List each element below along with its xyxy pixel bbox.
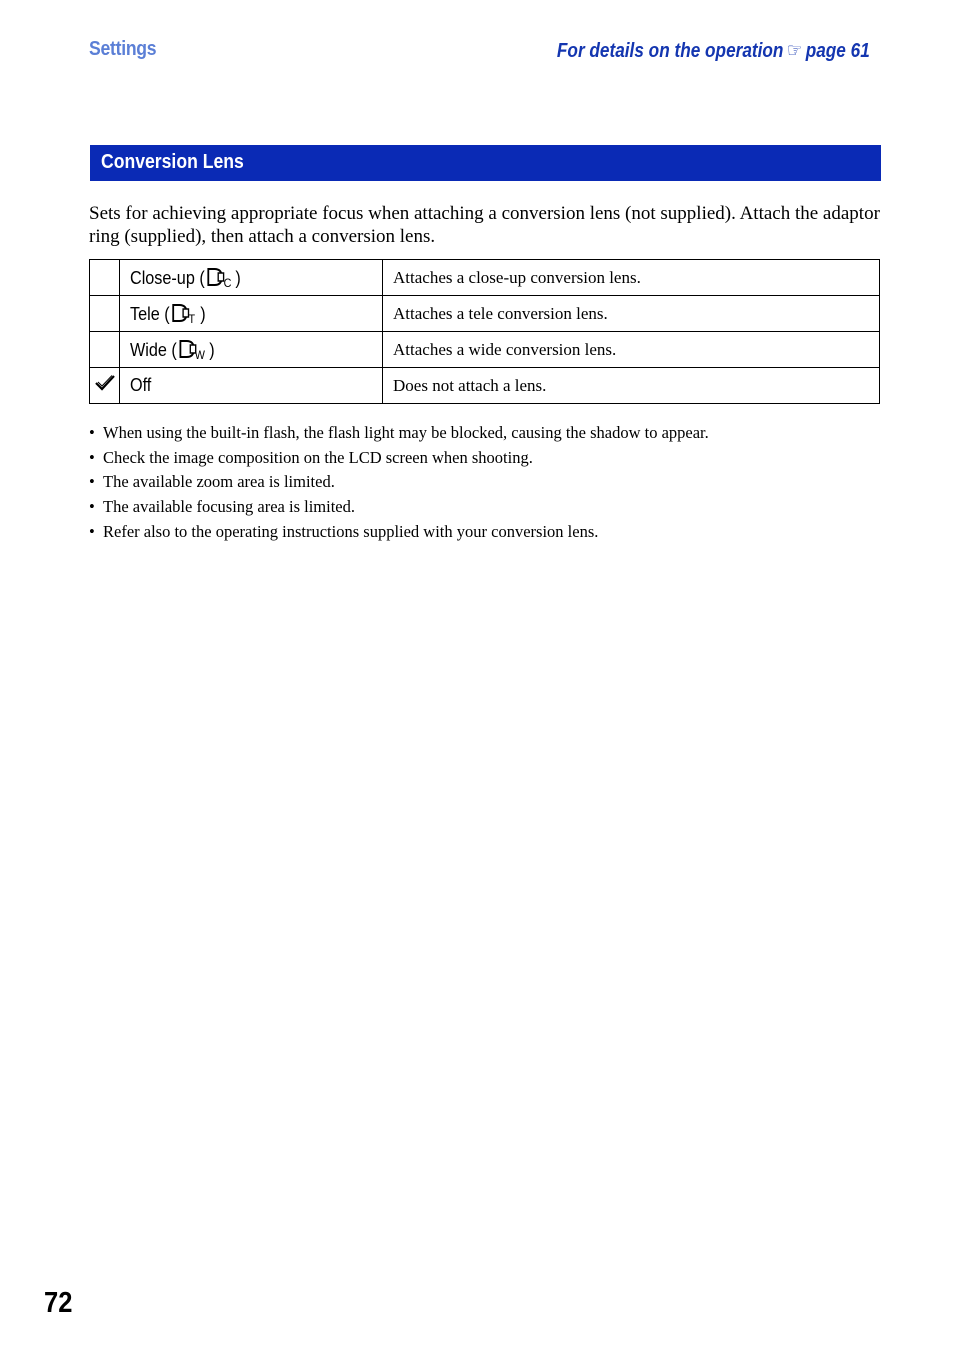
note-item: • Refer also to the operating instructions supplied with your conversion lens.: [89, 521, 599, 541]
pointer-hand-icon: ☞: [787, 40, 803, 62]
note-item: • Check the image composition on the LCD screen when shooting.: [89, 447, 533, 467]
selection-mark-cell: [90, 332, 120, 368]
option-description: Attaches a wide conversion lens.: [383, 332, 880, 368]
option-name-cell: [120, 368, 383, 404]
option-label: Wide: [130, 340, 167, 360]
notes-list: [89, 421, 709, 545]
lens-wide-icon: [179, 338, 208, 360]
svg-text:T: T: [188, 313, 196, 324]
option-label: Tele: [130, 304, 160, 324]
svg-text:W: W: [194, 349, 206, 360]
option-label: Off: [130, 375, 152, 395]
note-item: • The available zoom area is limited.: [89, 472, 335, 492]
intro-paragraph: Sets for achieving appropriate focus when attaching a conversion lens (not supplied). Attach the adaptor ring (supplied), then attach a conversion lens.: [89, 203, 880, 247]
lens-tele-icon: [171, 302, 198, 324]
selection-mark-cell: [90, 296, 120, 332]
selection-mark-cell: [90, 260, 120, 296]
option-label: Close-up: [130, 268, 195, 288]
option-row-tele: [90, 296, 880, 332]
header-details-link[interactable]: [557, 38, 870, 63]
details-page: page 61: [805, 40, 870, 62]
default-checkmark-icon: [94, 374, 116, 392]
details-prefix: For details on the operation: [557, 40, 784, 62]
note-item: • When using the built-in flash, the flash light may be blocked, causing the shadow to appear.: [89, 423, 709, 442]
option-row-wide: [90, 332, 880, 368]
lens-closeup-icon: [207, 266, 234, 288]
option-description: Attaches a close-up conversion lens.: [383, 260, 880, 296]
section-title: Conversion Lens: [101, 151, 244, 173]
option-row-closeup: [90, 260, 880, 296]
selection-mark-cell: [90, 368, 120, 404]
option-row-off: [90, 368, 880, 404]
svg-text:C: C: [223, 277, 232, 288]
option-name-cell: Wide ( W ): [120, 332, 383, 368]
options-table: [89, 259, 880, 404]
header-section-link[interactable]: Settings: [89, 38, 157, 60]
page-number: 72: [44, 1287, 73, 1319]
option-description: Does not attach a lens.: [383, 368, 880, 404]
option-name-cell: Close-up ( C ): [120, 260, 383, 296]
note-item: • The available focusing area is limited.: [89, 497, 355, 517]
section-header-bar: [90, 145, 881, 181]
option-name-cell: Tele ( T ): [120, 296, 383, 332]
option-description: Attaches a tele conversion lens.: [383, 296, 880, 332]
